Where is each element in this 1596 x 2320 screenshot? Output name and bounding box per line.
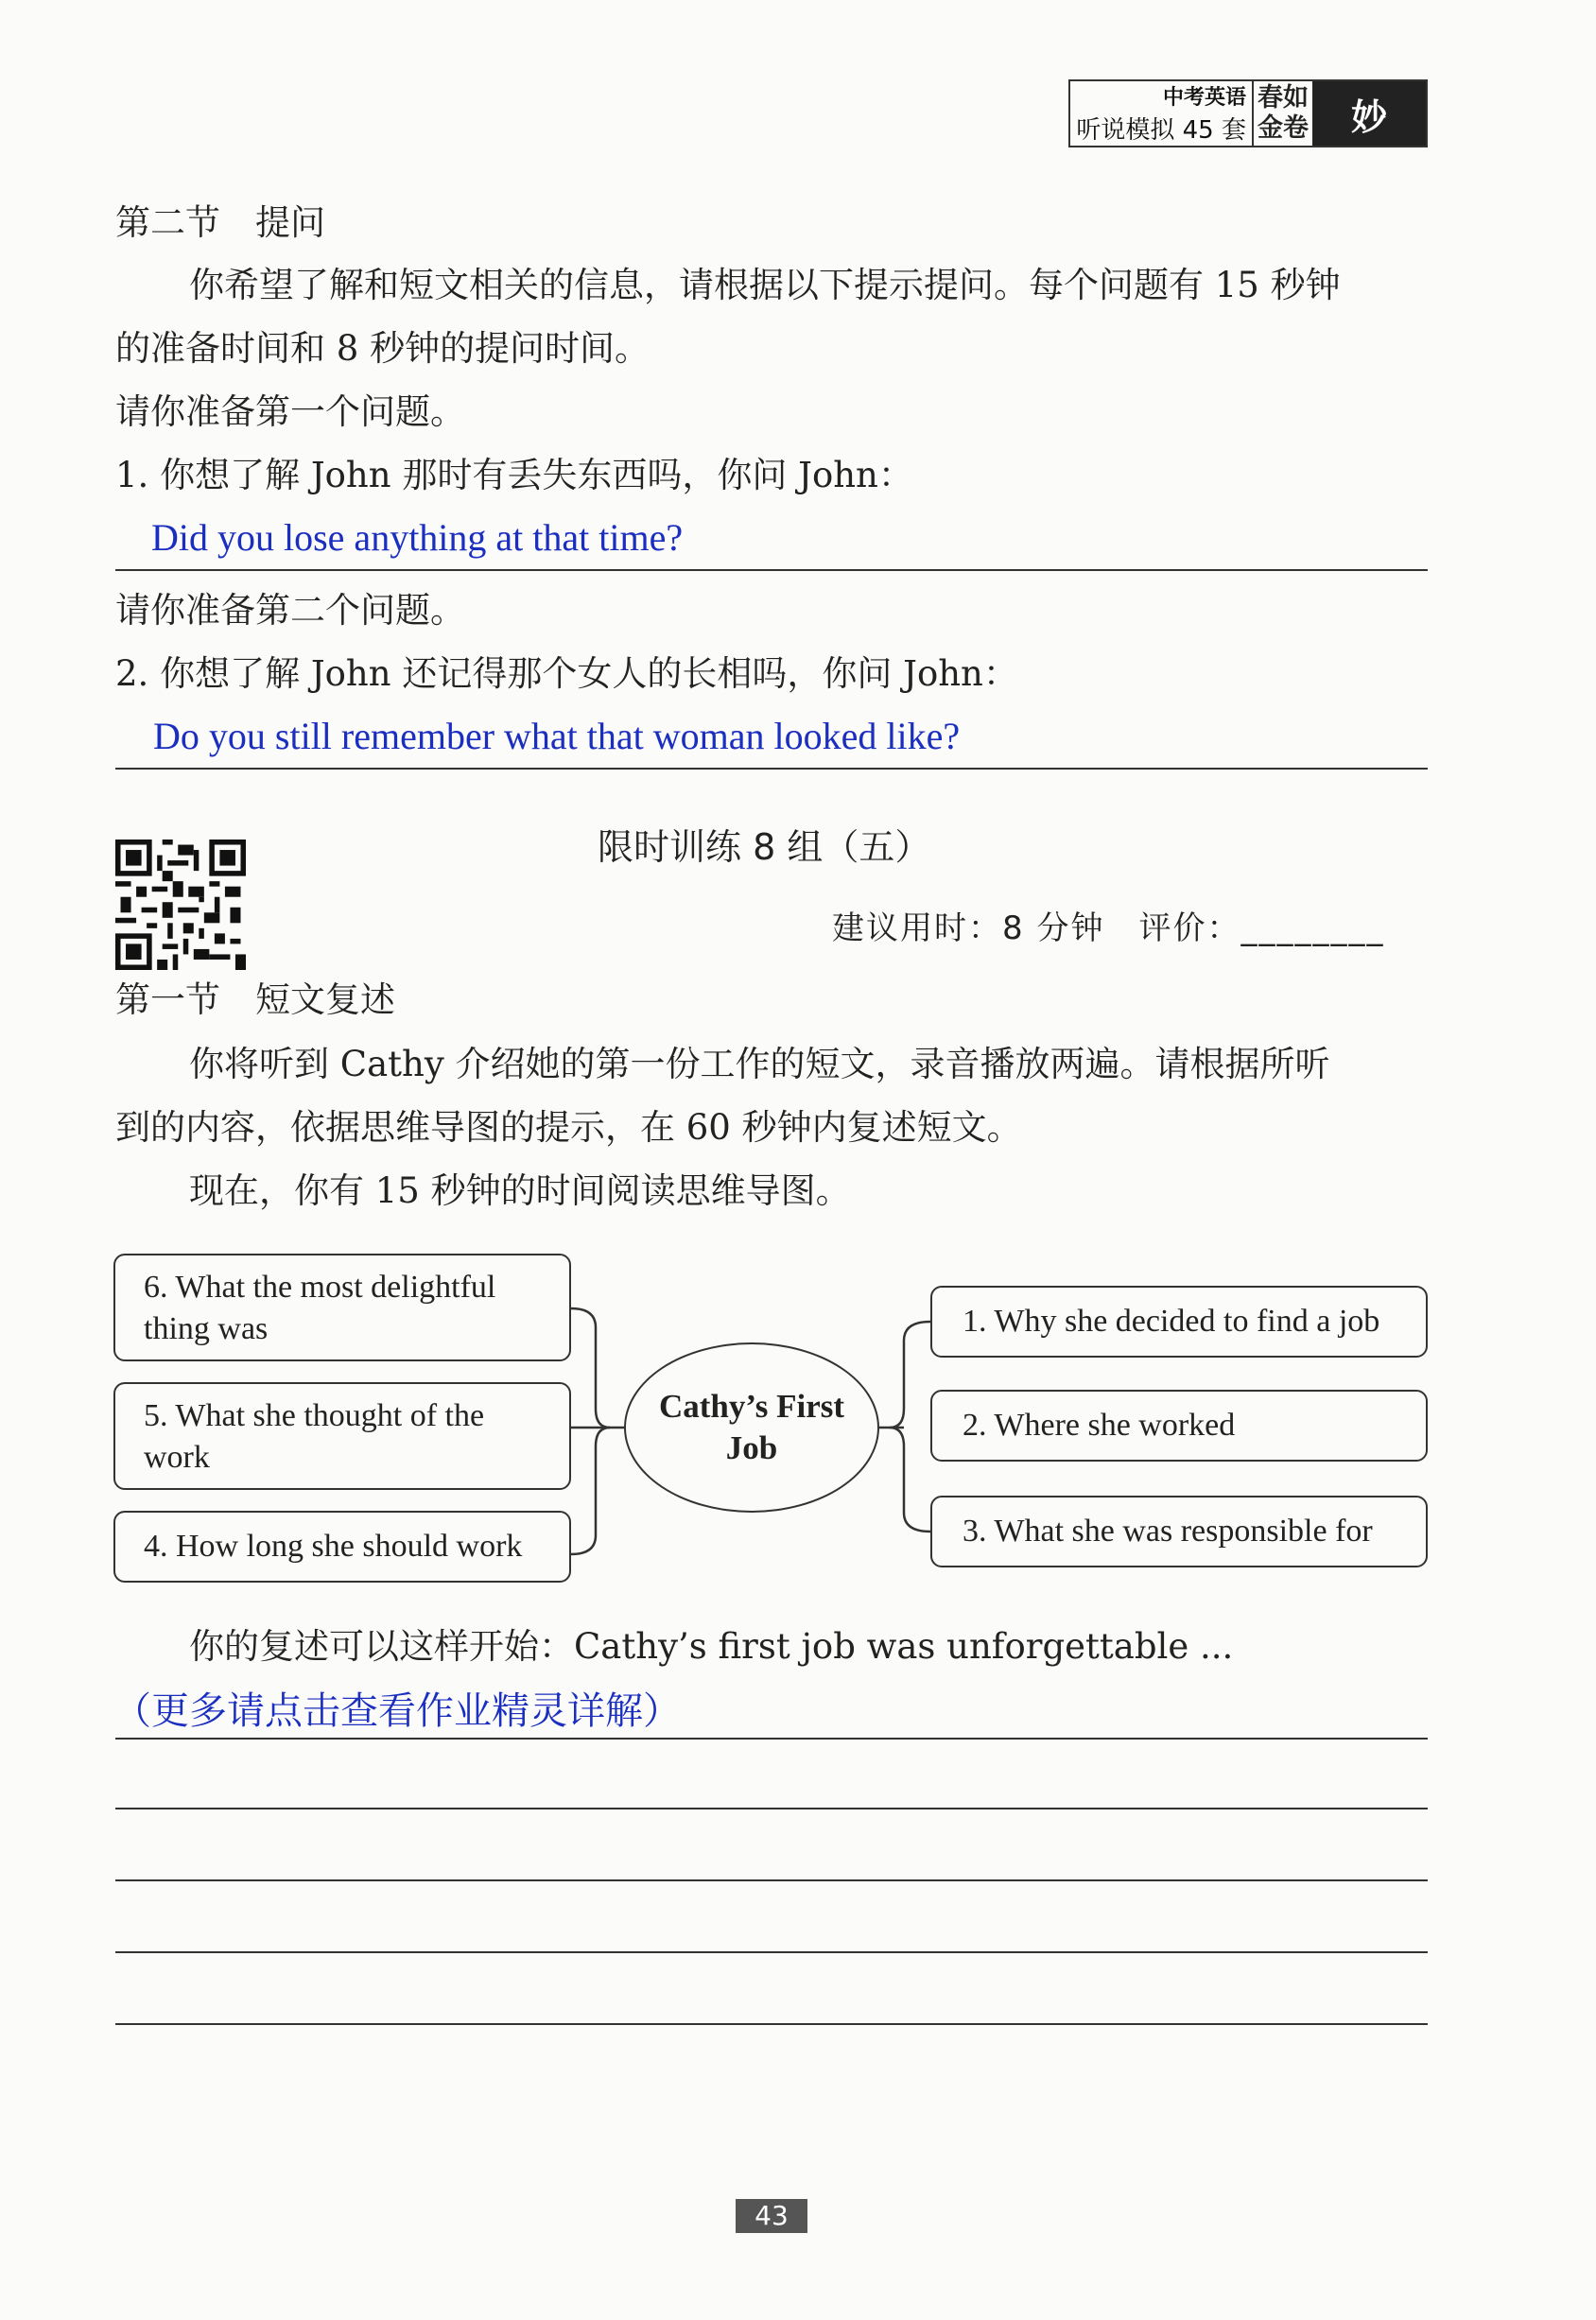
center-line1: Cathy’s First [658,1388,845,1425]
mindmap-node-1 [930,1286,1428,1358]
center-line2: Job [725,1429,778,1466]
node4-text: 4. How long she should work [144,1529,523,1564]
more-details-link[interactable]: （更多请点击查看作业精灵详解） [113,1689,681,1733]
node5-line2: work [144,1440,210,1475]
writing-line-4 [115,1951,1428,1953]
node6-line1: 6. What the most delightful [144,1270,496,1305]
header-brand-mark: 妙 [1312,81,1426,146]
mindmap-node-3 [930,1496,1428,1567]
header-series-line-2: 金卷 [1258,113,1309,143]
node5-line1: 5. What she thought of the [144,1398,485,1433]
section1-intro-line1: 你将听到 Cathy 介绍她的第一份工作的短文，录音播放两遍。请根据所听 [189,1044,1330,1084]
mindmap-node-6 [113,1254,571,1361]
section2-intro-line1: 你希望了解和短文相关的信息，请根据以下提示提问。每个问题有 15 秒钟 [189,265,1341,305]
question1-prep: 请你准备第一个问题。 [115,391,465,432]
writing-line-5 [115,2023,1428,2025]
section1-intro-line2: 到的内容，依据思维导图的提示，在 60 秒钟内复述短文。 [115,1107,1022,1148]
section2-title: 第二节 提问 [115,202,325,243]
writing-line-2 [115,1808,1428,1809]
question1-prompt: 1. 你想了解 John 那时有丢失东西吗，你问 John： [115,455,913,495]
node6-line2: thing was [144,1311,269,1346]
answer2-text: Do you still remember what that woman looked like? [153,715,961,757]
answer1-text: Did you lose anything at that time? [151,516,684,559]
question2-prompt: 2. 你想了解 John 还记得那个女人的长相吗，你问 John： [115,653,1018,694]
header-subtitle: 听说模拟 45 套 [1076,116,1246,145]
mindmap-center [624,1342,879,1513]
question2-prep: 请你准备第二个问题。 [115,590,465,631]
writing-line-1 [115,1738,1428,1740]
retell-start-prompt: 你的复述可以这样开始：Cathy’s first job was unforgettable ... [189,1626,1234,1667]
page-number: 43 [736,2199,807,2233]
section1-intro-line3: 现在，你有 15 秒钟的时间阅读思维导图。 [189,1170,851,1211]
section2-intro-line2: 的准备时间和 8 秒钟的提问时间。 [115,328,651,369]
header-series-line-1: 春如 [1258,83,1309,113]
node3-text: 3. What she was responsible for [963,1514,1373,1549]
suggested-time-and-rating: 建议用时：8 分钟 评价：________ [832,909,1385,947]
mindmap-node-4 [113,1511,571,1583]
training-title: 限时训练 8 组（五） [598,826,931,868]
node1-text: 1. Why she decided to find a job [963,1304,1380,1339]
mindmap-node-2 [930,1390,1428,1462]
mindmap-node-5 [113,1382,571,1490]
section1-title: 第一节 短文复述 [115,979,395,1020]
node2-text: 2. Where she worked [963,1408,1236,1443]
header-top-text: 中考英语 [1162,86,1246,110]
writing-line-3 [115,1879,1428,1881]
